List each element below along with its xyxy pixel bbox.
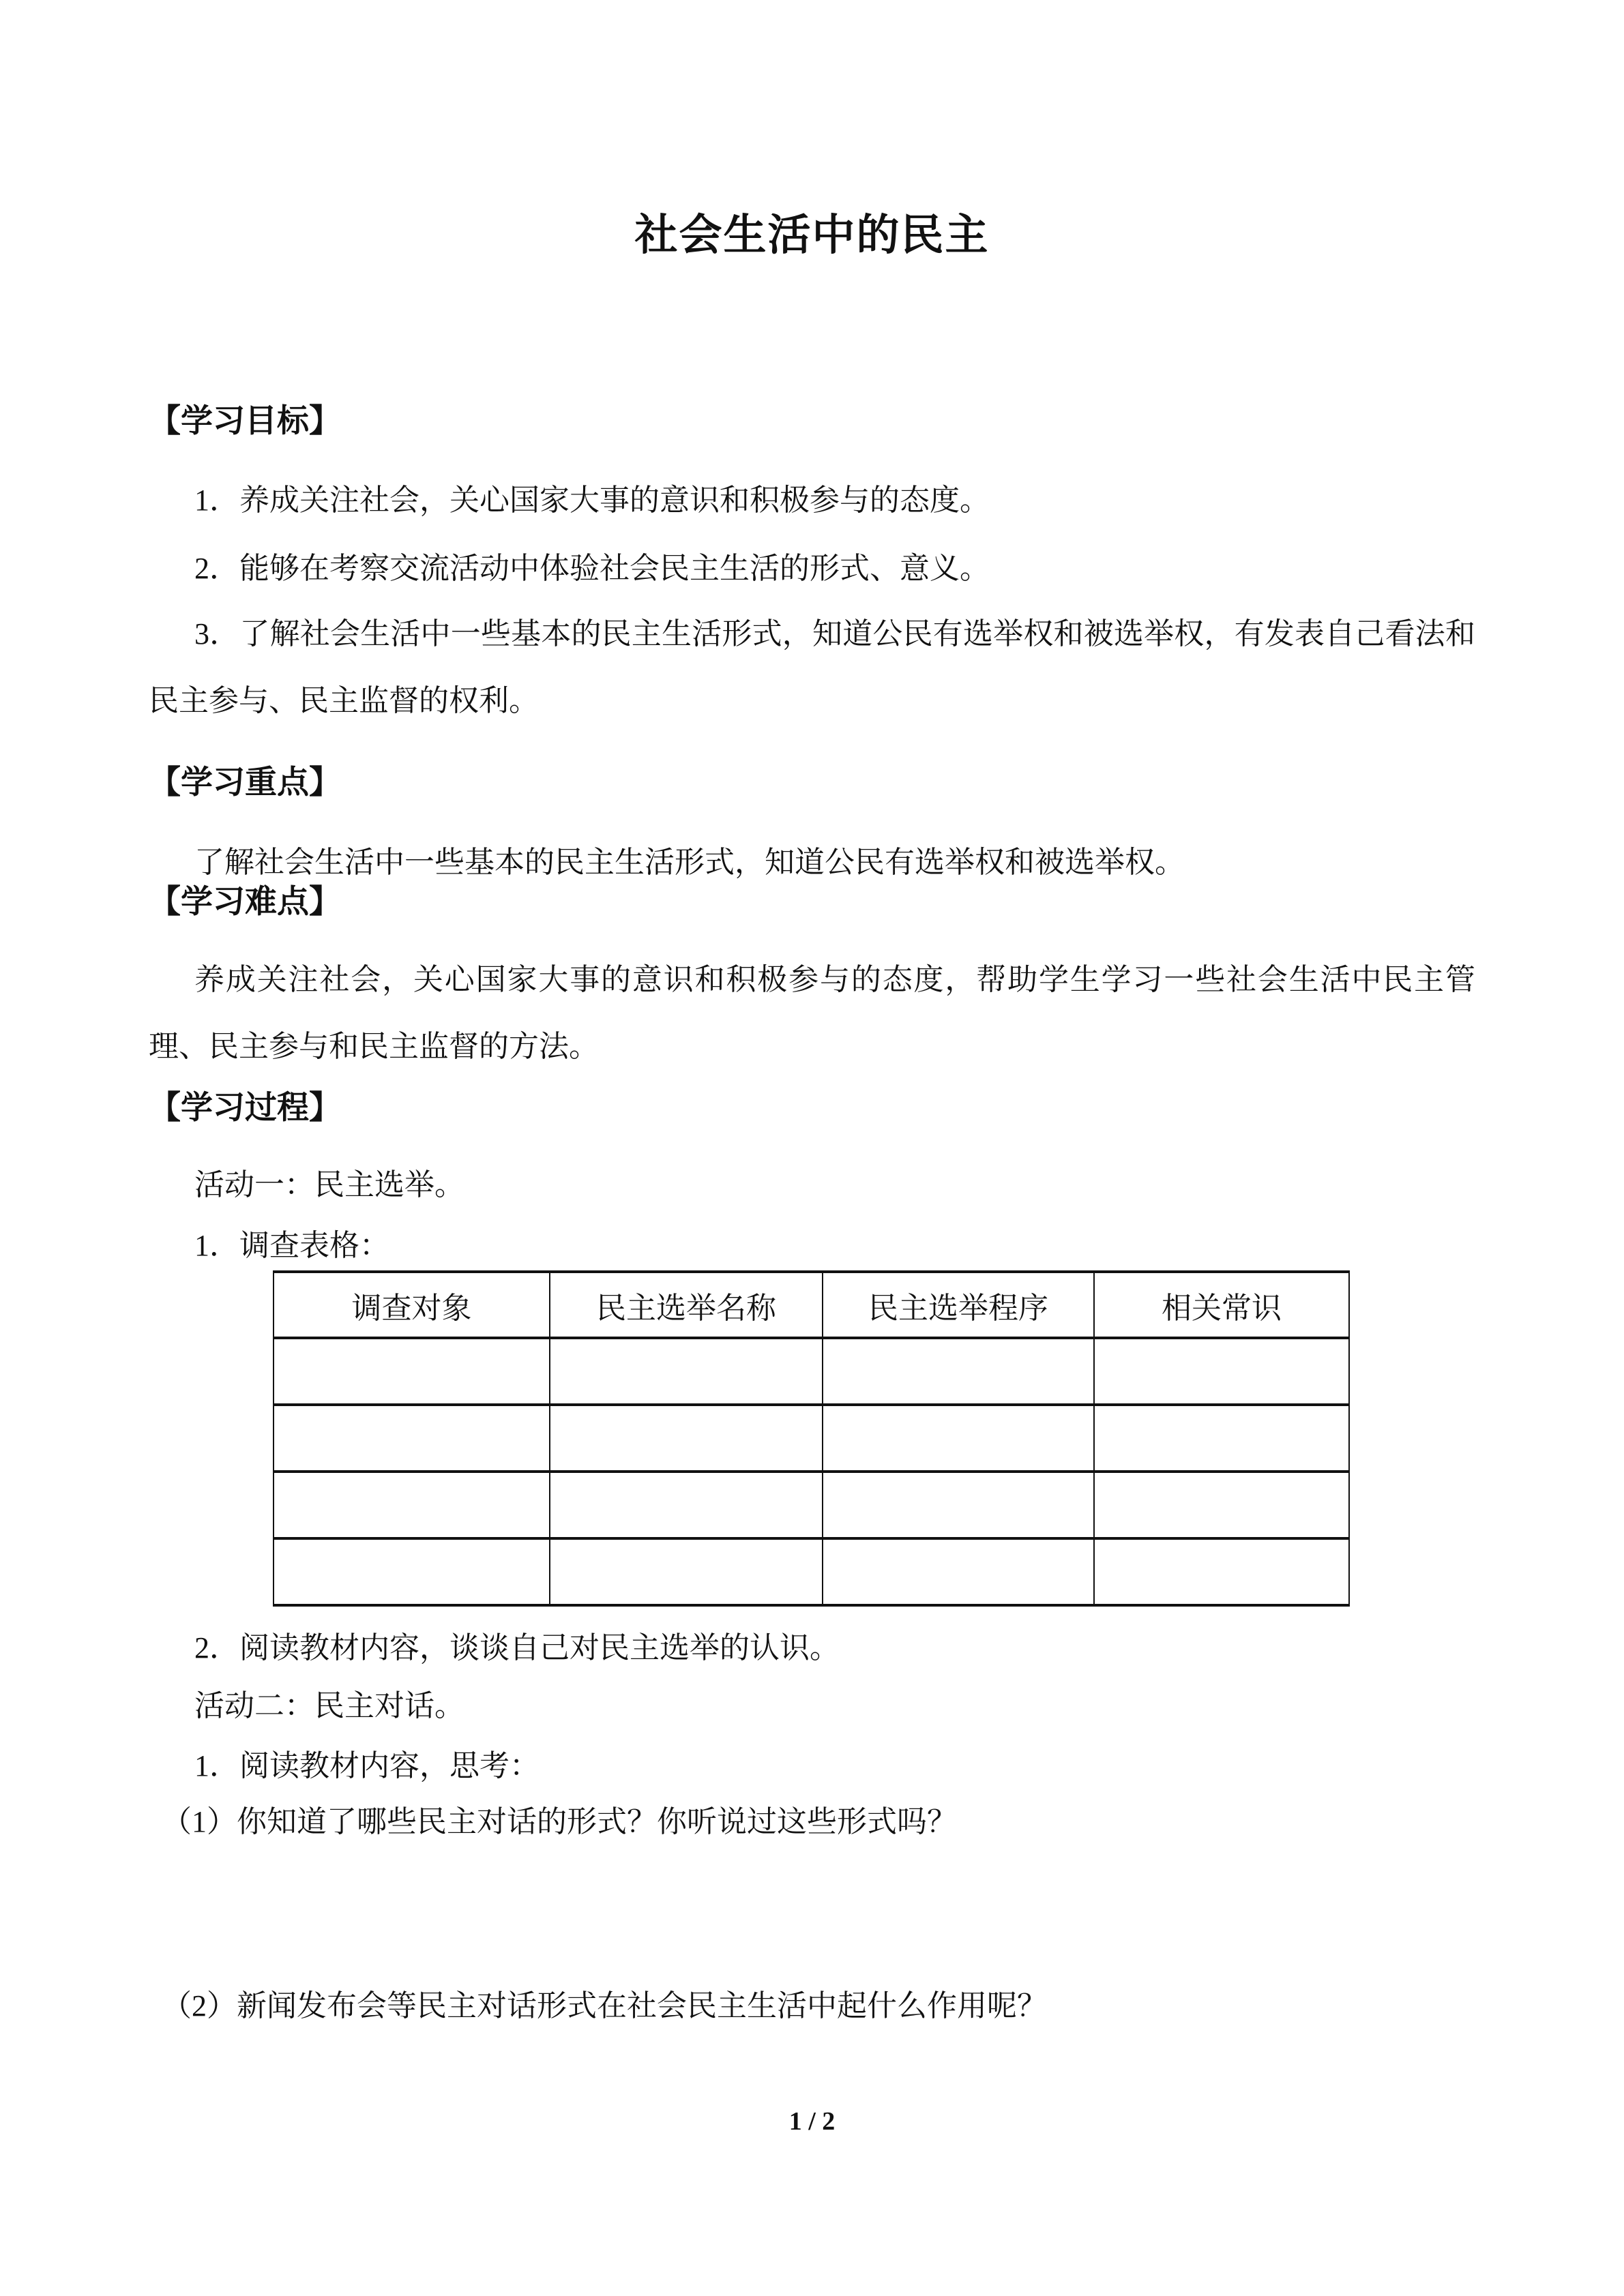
activity1-step2: 2．阅读教材内容，谈谈自己对民主选举的认识。 — [194, 1631, 840, 1665]
table-cell-empty — [550, 1472, 823, 1538]
activity1-title: 活动一：民主选举。 — [194, 1168, 464, 1202]
table-cell-empty — [823, 1405, 1094, 1472]
difficulties-body: 养成关注社会，关心国家大事的意识和积极参与的态度，帮助学生学习一些社会生活中民主管理、民主参与和民主监督的方法。 — [149, 963, 1475, 1063]
table-cell-empty — [1094, 1472, 1349, 1538]
table-row — [274, 1405, 1349, 1472]
table-cell-empty — [1094, 1405, 1349, 1472]
table-cell-empty — [274, 1405, 550, 1472]
table-cell-empty — [550, 1538, 823, 1605]
objective-item-3: 3．了解社会生活中一些基本的民主生活形式，知道公民有选举权和被选举权，有发表自己看法和民主参与、民主监督的权利。 — [149, 617, 1475, 717]
section-heading-key-points: 【学习重点】 — [149, 765, 341, 801]
table-cell-empty — [550, 1405, 823, 1472]
table-cell-empty — [823, 1338, 1094, 1405]
section-heading-process: 【学习过程】 — [149, 1090, 341, 1126]
table-cell-empty — [823, 1538, 1094, 1605]
table-header-election-procedure: 民主选举程序 — [823, 1272, 1094, 1338]
activity2-title: 活动二：民主对话。 — [194, 1689, 464, 1723]
section-heading-objectives: 【学习目标】 — [149, 404, 341, 439]
table-header-related-knowledge: 相关常识 — [1094, 1272, 1349, 1338]
document-title: 社会生活中的民主 — [634, 211, 990, 259]
section-heading-difficulties: 【学习难点】 — [149, 884, 341, 920]
activity2-question-1: （1）你知道了哪些民主对话的形式？你听说过这些形式吗？ — [162, 1805, 957, 1838]
table-cell-empty — [1094, 1338, 1349, 1405]
table-row — [274, 1472, 1349, 1538]
table-cell-empty — [1094, 1538, 1349, 1605]
activity2-question-2: （2）新闻发布会等民主对话形式在社会民主生活中起什么作用呢？ — [162, 1989, 1047, 2023]
table-row — [274, 1538, 1349, 1605]
table-cell-empty — [823, 1472, 1094, 1538]
objective-item-2: 2．能够在考察交流活动中体验社会民主生活的形式、意义。 — [194, 552, 990, 585]
table-cell-empty — [274, 1338, 550, 1405]
table-cell-empty — [274, 1538, 550, 1605]
table-header-election-name: 民主选举名称 — [550, 1272, 823, 1338]
table-cell-empty — [274, 1472, 550, 1538]
page-number: 1 / 2 — [788, 2107, 836, 2136]
activity1-step1: 1．调查表格： — [194, 1229, 389, 1262]
table-row — [274, 1338, 1349, 1405]
survey-table — [273, 1270, 1350, 1607]
activity2-step1: 1．阅读教材内容，思考： — [194, 1749, 540, 1783]
key-points-body: 了解社会生活中一些基本的民主生活形式，知道公民有选举权和被选举权。 — [194, 846, 1185, 879]
table-cell-empty — [550, 1338, 823, 1405]
survey-table-header-row — [274, 1272, 1349, 1338]
table-header-survey-target: 调查对象 — [274, 1272, 550, 1338]
objective-item-1: 1．养成关注社会，关心国家大事的意识和积极参与的态度。 — [194, 483, 990, 517]
